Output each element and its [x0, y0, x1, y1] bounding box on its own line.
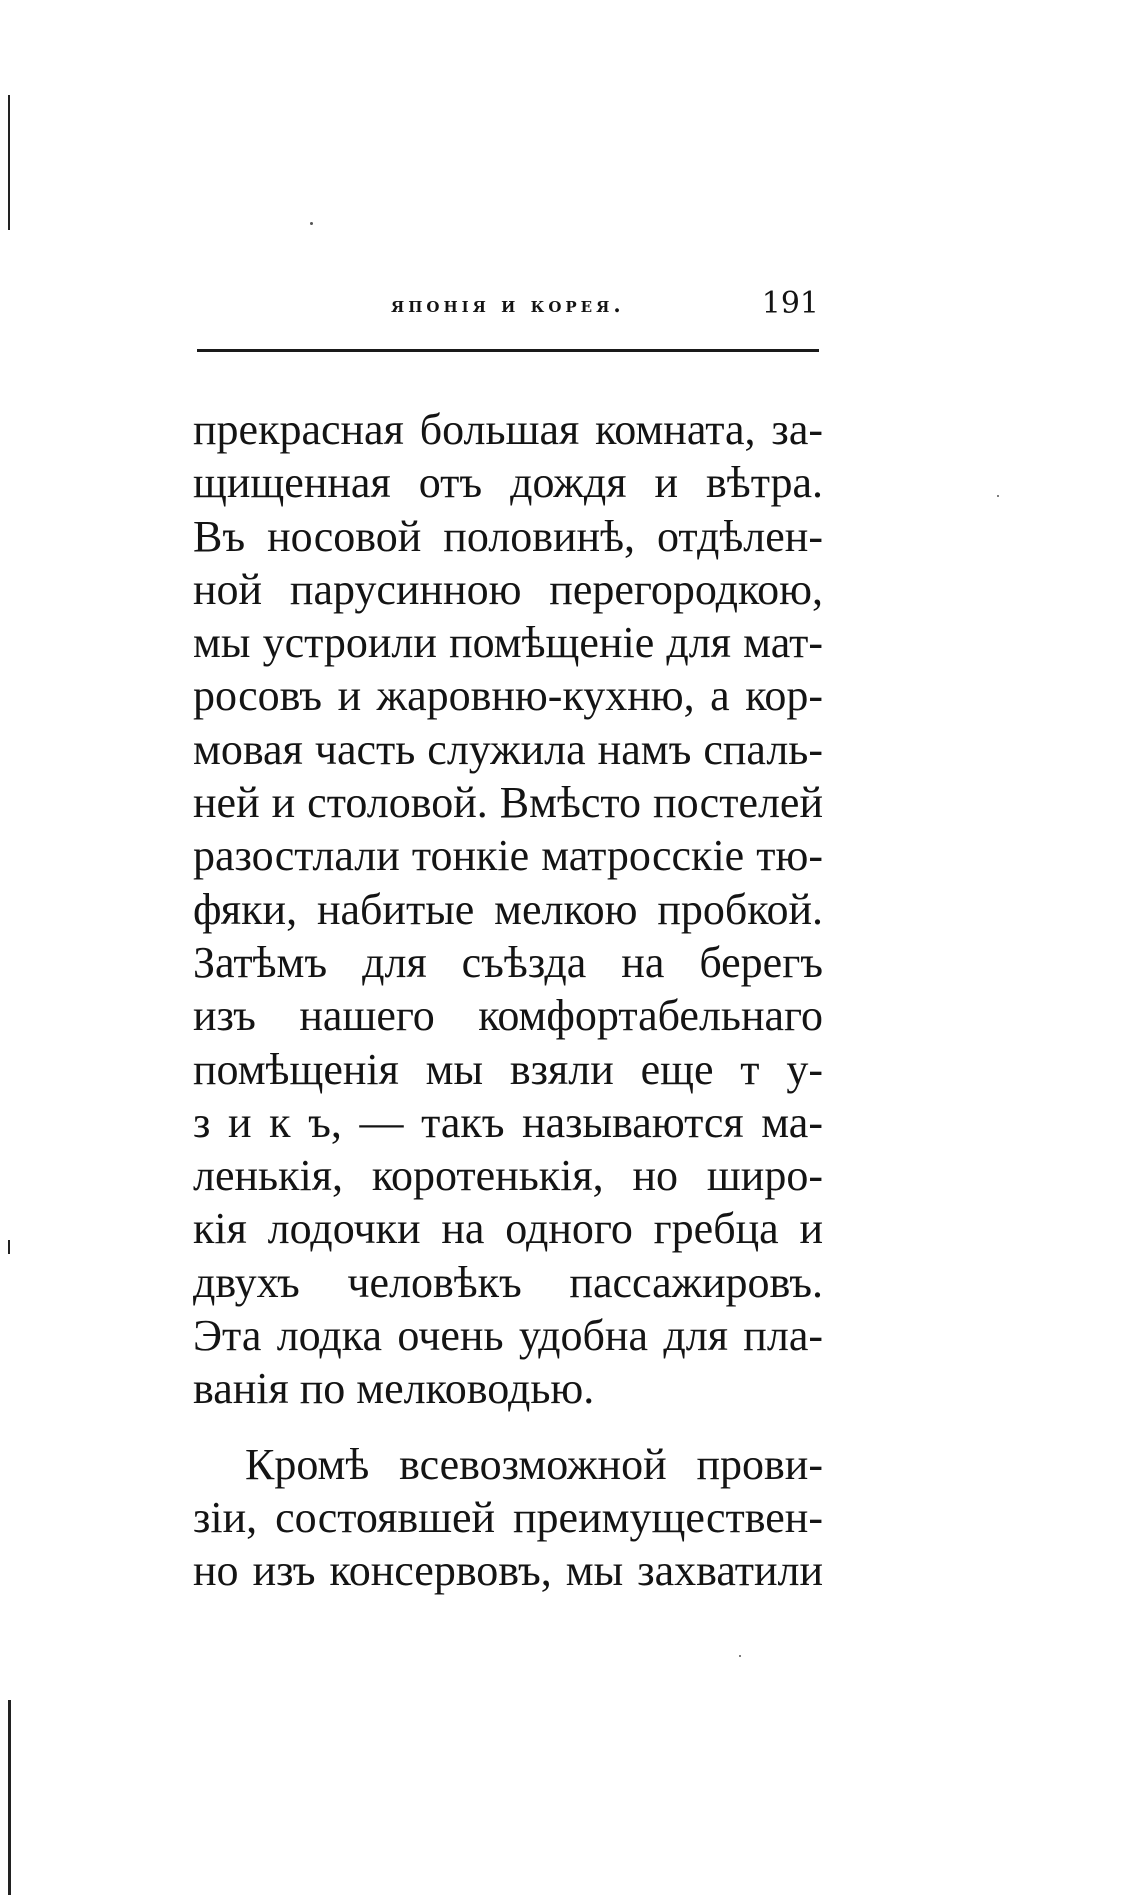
page-number: 191 [761, 286, 819, 321]
text-line: мовая часть служила намъ спаль- [193, 724, 823, 774]
text-line: двухъ человѣкъ пассажировъ. [193, 1257, 823, 1307]
text-line: разостлали тонкіе матросскіе тю- [193, 831, 823, 881]
paragraph-gap [193, 1416, 823, 1438]
scan-edge-mark-middle [8, 1240, 10, 1254]
scan-speck [997, 495, 999, 497]
scan-edge-mark-top [8, 95, 10, 230]
text-line: фяки, набитые мелкою пробкой. [193, 884, 823, 934]
text-line: но изъ консервовъ, мы захватили [193, 1546, 823, 1596]
header-rule [197, 349, 819, 352]
scan-speck [739, 1655, 741, 1657]
text-line: Эта лодка очень удобна для пла- [193, 1311, 823, 1361]
text-line: росовъ и жаровню-кухню, а кор- [193, 671, 823, 721]
text-line: щищенная отъ дождя и вѣтра. [193, 458, 823, 508]
text-line: Затѣмъ для съѣзда на берегъ [193, 937, 823, 987]
scan-edge-mark-bottom [8, 1700, 11, 1895]
scan-speck [310, 222, 313, 225]
text-line: прекрасная большая комната, за- [193, 405, 823, 454]
text-line: ванія по мелководью. [193, 1364, 595, 1414]
text-line: зіи, состоявшей преимуществен- [193, 1492, 823, 1542]
text-line: изъ нашего комфортабельнаго [193, 991, 823, 1041]
text-line: кія лодочки на одного гребца и [193, 1204, 823, 1254]
text-line: помѣщенія мы взяли еще т у- [193, 1044, 823, 1094]
text-line: ней и столовой. Вмѣсто постелей [193, 778, 823, 828]
text-line: ленькія, коротенькія, но широ- [193, 1151, 823, 1201]
text-line: з и к ъ, — такъ называются ма- [193, 1097, 823, 1147]
text-line: мы устроили помѣщеніе для мат- [193, 618, 823, 668]
body-text [193, 403, 823, 1598]
text-line: Кромѣ всевозможной прови- [245, 1439, 823, 1489]
paragraph [193, 403, 823, 1416]
running-header [195, 286, 825, 332]
text-line: ной парусинною перегородкою, [193, 564, 823, 614]
paragraph [193, 1438, 823, 1598]
running-header-title: японія и корея. [391, 292, 625, 317]
text-line: Въ носовой половинѣ, отдѣлен- [193, 511, 823, 561]
